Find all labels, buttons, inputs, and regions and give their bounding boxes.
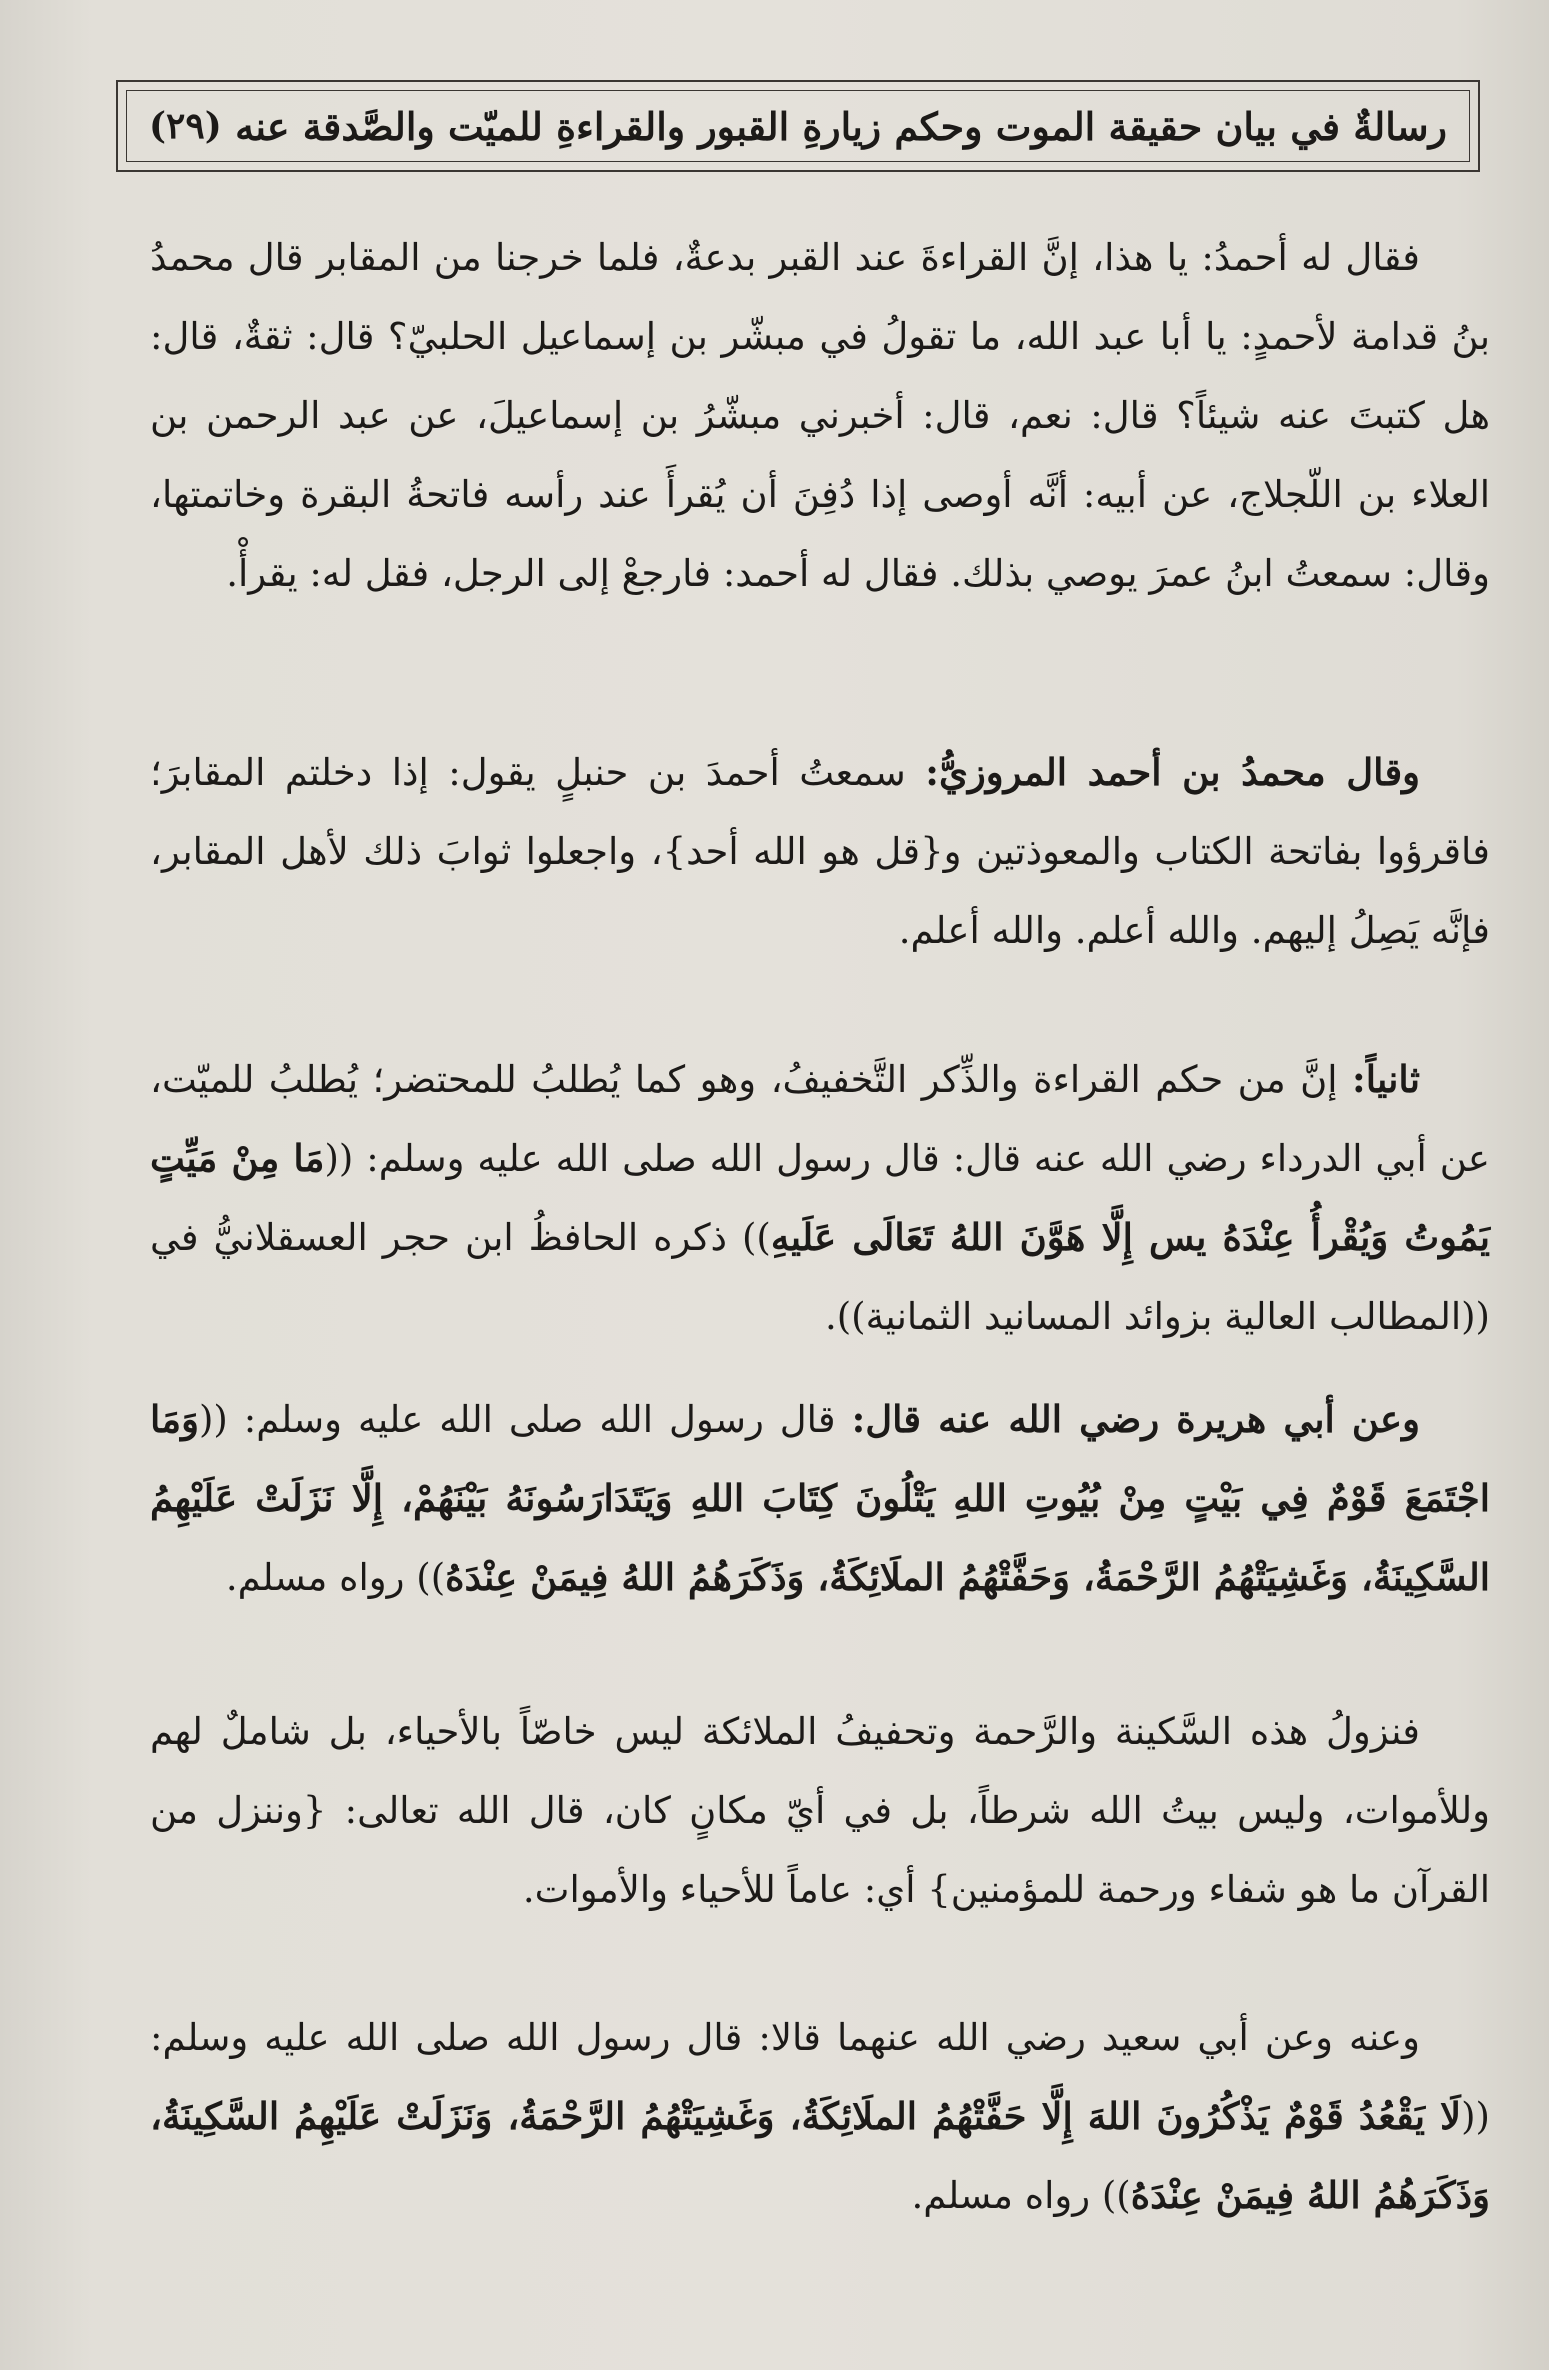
paragraph-4-text: قال رسول الله صلى الله عليه وسلم: ((: [198, 1398, 852, 1441]
paragraph-4-tail: )) رواه مسلم.: [225, 1556, 446, 1599]
page-number: (٢٩): [149, 105, 222, 147]
paragraph-2: [150, 733, 1490, 970]
paragraph-2-lead: وقال محمدُ بن أحمد المروزيُّ:: [925, 750, 1420, 794]
paragraph-3-lead: ثانياً:: [1352, 1057, 1420, 1101]
running-header-frame: [126, 90, 1470, 162]
paragraph-2-text: سمعتُ أحمدَ بن حنبلٍ يقول: إذا دخلتم المقابرَ؛ فاقرؤوا بفاتحة الكتاب والمعوذتين و{قل هو الله أحد}، واجعلوا ثوابَ ذلك لأهل المقابر، فإنَّه يَصِلُ إليهم. والله أعلم. والله أعلم.: [150, 751, 1490, 952]
paragraph-4-hadith-quote: وَمَا اجْتَمَعَ قَوْمٌ فِي بَيْتٍ مِنْ بُيُوتِ اللهِ يَتْلُونَ كِتَابَ اللهِ وَيَتَدَارَسُونَهُ بَيْنَهُمْ، إِلَّا نَزَلَتْ عَلَيْهِمُ السَّكِينَةُ، وَغَشِيَتْهُمُ الرَّحْمَةُ، وَحَفَّتْهُمُ الملَائِكَةُ، وَذَكَرَهُمُ اللهُ فِيمَنْ عِنْدَهُ: [150, 1397, 1490, 1599]
paragraph-6-tail: )) رواه مسلم.: [911, 2174, 1131, 2217]
paragraph-4: [150, 1380, 1490, 1617]
paragraph-3: [150, 1040, 1490, 1356]
paragraph-3-hadith-quote: مَا مِنْ مَيِّتٍ يَمُوتُ وَيُقْرأُ عِنْدَهُ يس إِلَّا هَوَّنَ اللهُ تَعَالَى عَلَيهِ: [150, 1136, 1490, 1259]
running-header-title: رسالةٌ في بيان حقيقة الموت وحكم زيارةِ القبور والقراءةِ للميّت والصَّدقة عنه: [235, 103, 1447, 149]
paragraph-4-lead: وعن أبي هريرة رضي الله عنه قال:: [851, 1397, 1420, 1441]
paragraph-6: [150, 1998, 1490, 2235]
paragraph-5-text: فنزولُ هذه السَّكينة والرَّحمة وتحفيفُ الملائكة ليس خاصّاً بالأحياء، بل شاملٌ لهم وللأموات، وليس بيتُ الله شرطاً، بل في أيّ مكانٍ كان، قال الله تعالى: {وننزل من القرآن ما هو شفاء ورحمة للمؤمنين} أي: عاماً للأحياء والأموات.: [150, 1710, 1490, 1911]
paragraph-1: [150, 218, 1490, 613]
running-header: [116, 80, 1480, 172]
paragraph-3-tail: )) ذكره الحافظُ ابن حجر العسقلانيُّ في ((المطالب العالية بزوائد المسانيد الثمانية)).: [150, 1216, 1490, 1338]
paragraph-6-text: وعنه وعن أبي سعيد رضي الله عنهما قالا: قال رسول الله صلى الله عليه وسلم: ((: [150, 2016, 1490, 2138]
paragraph-6-hadith-quote: لَا يَقْعُدُ قَوْمٌ يَذْكُرُونَ اللهَ إِلَّا حَفَّتْهُمُ الملَائِكَةُ، وَغَشِيَتْهُمُ الرَّحْمَةُ، وَنَزَلَتْ عَلَيْهِمُ السَّكِينَةُ، وَذَكَرَهُمُ اللهُ فِيمَنْ عِنْدَهُ: [150, 2094, 1490, 2217]
paragraph-1-text: فقال له أحمدُ: يا هذا، إنَّ القراءةَ عند القبر بدعةٌ، فلما خرجنا من المقابر قال محمدُ بنُ قدامة لأحمدٍ: يا أبا عبد الله، ما تقولُ في مبشّر بن إسماعيل الحلبيّ؟ قال: ثقةٌ، قال: هل كتبتَ عنه شيئاً؟ قال: نعم، قال: أخبرني مبشّرُ بن إسماعيلَ، عن عبد الرحمن بن العلاء بن اللّجلاج، عن أبيه: أنَّه أوصى إذا دُفِنَ أن يُقرأَ عند رأسه فاتحةُ البقرة وخاتمتها، وقال: سمعتُ ابنُ عمرَ يوصي بذلك. فقال له أحمد: فارجعْ إلى الرجل، فقل له: يقرأْ.: [150, 236, 1490, 595]
paragraph-3-text: إنَّ من حكم القراءة والذِّكر التَّخفيفُ، وهو كما يُطلبُ للمحتضر؛ يُطلبُ للميّت، عن أبي الدرداء رضي الله عنه قال: قال رسول الله صلى الله عليه وسلم: ((: [150, 1058, 1490, 1180]
paragraph-5: [150, 1692, 1490, 1929]
